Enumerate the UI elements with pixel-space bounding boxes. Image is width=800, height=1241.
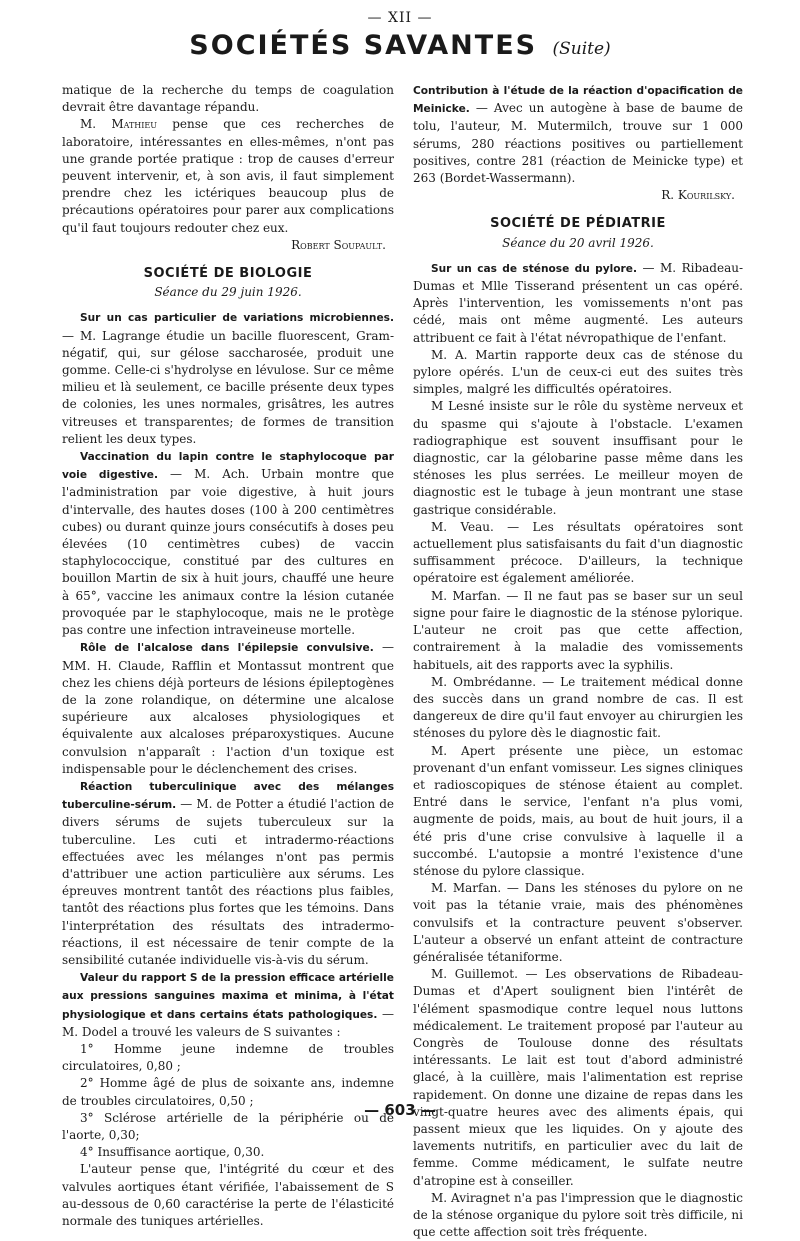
right-column <box>413 82 743 1241</box>
section-title-pediatrie: SOCIÉTÉ DE PÉDIATRIE <box>490 216 666 232</box>
article-paragraph <box>62 639 394 778</box>
article-title: Contribution à l'étude de la réaction d'opacification de Meinicke. <box>413 85 743 116</box>
discussion-paragraph: M. Veau. — Les résultats opératoires sont actuellement plus satisfaisants du fait d'un diagnostic suffisamment précoce. D'ailleurs, la technique opératoire est également améliorée. <box>413 519 743 586</box>
signature: Robert Soupault. <box>291 237 386 252</box>
discussion-paragraph: M. Marfan. — Dans les sténoses du pylore on ne voit pas la tétanie vraie, mais des phénomènes convulsifs et la contracture peuvent s'observer. L'auteur a observé un enfant atteint de contracture généralisée tétaniforme. <box>413 881 743 964</box>
left-column <box>62 82 394 1230</box>
page-title <box>0 30 800 61</box>
article-text: — M. Dodel a trouvé les valeurs de S suivantes : <box>62 1006 394 1039</box>
article-text: — M. Ach. Urbain montre que l'administration par voie digestive, à huit jours d'intervalle, des hautes doses (100 à 200 centimètres cubes) ou durant quinze jours consécutifs à doses peu élevées (10 centimètres cubes) de vaccin staphylococcique, constitué par des cultures en bouillon Martin de six à huit jours, chauffé une heure à 65°, vaccine les animaux contre la lésion cutanée provoquée par le staphylocoque, mais ne le protège pas contre une infection intraveineuse mortelle. <box>62 467 394 638</box>
article-paragraph <box>413 260 743 347</box>
discussion-paragraph: M. Guillemot. — Les observations de Ribadeau-Dumas et d'Apert soulignent bien l'intérêt de l'élément spasmodique contre lequel nous luttons médicalement. Le traitement proposé par l'auteur au Congrès de Toulouse donne des résultats intéressants. Le lait est tout d'abord administré glacé, à la cuillère, mais l'alimentation est reprise rapidement. On donne une dizaine de repas dans les vingt-quatre heures avec des aliments épais, qui passent mieux que les liquides. On y ajoute des lavements nutritifs, en particulier avec du lait de femme. Comme médicament, le sulfate neutre d'atropine est à conseiller. <box>413 967 743 1188</box>
list-item: 4° Insuffisance aortique, 0,30. <box>80 1145 265 1160</box>
list-item: 1° Homme jeune indemne de troubles circulatoires, 0,80 ; <box>62 1041 394 1074</box>
article-text: — MM. H. Claude, Rafflin et Montassut montrent que chez les chiens déjà porteurs de lésions épileptogènes de la zone rolandique, on détermine une alcalose supérieure aux alcaloses physiologiques et équivalente aux alcaloses préparoxystiques. Aucune convulsion n'apparaît : l'action d'un toxique est indispensable pour le déclenchement des crises. <box>62 640 394 776</box>
article-paragraph <box>62 309 394 448</box>
discussion-paragraph: M. Apert présente une pièce, un estomac provenant d'un enfant vomisseur. Les signes cliniques et radioscopiques de sténose étaient au complet. Entré dans le service, l'enfant n'a plus vomi, augmente de poids, mais, au bout de huit jours, il a été pris d'une crise convulsive à laquelle il a succombé. L'autopsie a montré l'existence d'une sténose du pylore classique. <box>413 743 743 878</box>
article-paragraph <box>413 82 743 204</box>
article-text: — Avec un autogène à base de baume de tolu, l'auteur, M. Mutermilch, trouve sur 1 000 sérums, 280 réactions positives ou partiellement positives, contre 281 (réaction de Meinicke type) et 263 (Bordet-Wassermann). <box>413 101 743 186</box>
article-title: Sur un cas de sténose du pylore. <box>431 262 637 275</box>
article-text: — M. Ribadeau-Dumas et Mlle Tisserand présentent un cas opéré. Après l'intervention, les vomissements n'ont pas cédé, mais ont même augmenté. Les auteurs attribuent ce fait à l'état névropathique de l'enfant. <box>413 260 744 345</box>
continuation-paragraph: matique de la recherche du temps de coagulation devrait être davantage répandu. <box>62 83 394 115</box>
title-suite: (Suite) <box>552 39 611 59</box>
section-title-biologie: SOCIÉTÉ DE BIOLOGIE <box>143 266 313 282</box>
discussion-paragraph: M. Marfan. — Il ne faut pas se baser sur un seul signe pour faire le diagnostic de la sténose pylorique. L'auteur ne croit pas que cette affection, contrairement à la maladie des vomissements habituels, ait des rapports avec la syphilis. <box>413 588 743 672</box>
article-text: — M. Lagrange étudie un bacille fluorescent, Gram-négatif, qui, sur gélose saccharosée, produit une gomme. Celle-ci s'hydrolyse en lévulose. Sur ce même milieu et là seulement, ce bacille présente deux types de colonies, les unes normales, grisâtres, les autres vitreuses et transparentes; de formes de transition relient les deux types. <box>62 328 394 446</box>
paragraph-text: pense que ces recherches de laboratoire, intéressantes en elles-mêmes, n'ont pas une grande portée pratique : trop de causes d'erreur peuvent intervenir, et, à son avis, il faut simplement prendre chez les ictériques beaucoup plus de précautions opératoires pour parer aux complications qu'il faut toujours redouter chez eux. <box>62 117 394 235</box>
article-conclusion: L'auteur pense que, l'intégrité du cœur et des valvules aortiques étant vérifiée, l'abaissement de S au-dessous de 0,60 caractérise la perte de l'élasticité normale des tuniques artérielles. <box>62 1162 394 1228</box>
article-paragraph <box>62 448 394 639</box>
discussion-paragraph: M. A. Martin rapporte deux cas de sténose du pylore opérés. L'un de ceux-ci eut des suites très simples, malgré les difficultés opératoires. <box>413 347 743 397</box>
article-title: Réaction tuberculinique avec des mélanges tuberculine-sérum. <box>62 780 394 812</box>
article-title: Rôle de l'alcalose dans l'épilepsie convulsive. <box>80 642 374 655</box>
mathieu-paragraph <box>62 116 394 254</box>
list-item: 3° Sclérose artérielle de la périphérie ou de l'aorte, 0,30; <box>62 1110 394 1142</box>
discussion-paragraph: M Lesné insiste sur le rôle du système nerveux et du spasme qui s'ajoute à l'obstacle. L'examen radiographique est souvent insuffisant pour le diagnostic, car la gélobarine passe même dans les sténoses les plus serrées. Le meilleur moyen de diagnostic est le tubage à jeun montrant une stase gastrique considérable. <box>413 399 743 517</box>
seance-date: Séance du 20 avril 1926. <box>502 235 654 250</box>
seance-date: Séance du 29 juin 1926. <box>154 285 302 300</box>
article-paragraph <box>62 778 394 969</box>
page-number: — 603 — <box>364 1101 436 1119</box>
article-title: Sur un cas particulier de variations microbiennes. <box>80 312 394 325</box>
article-title: Valeur du rapport S de la pression efficace artérielle aux pressions sanguines maxima et minima, à l'état physiologique et dans certains états pathologiques. <box>62 972 394 1021</box>
article-text: — M. de Potter a étudié l'action de divers sérums de sujets tuberculeux sur la tuberculine. Les cuti et intradermo-réactions effectuées avec les mélanges n'ont pas permis d'attribuer une action particulière aux sérums. Les épreuves montrent tantôt des réactions plus faibles, tantôt des réactions plus fortes que les témoins. Dans l'interprétation des résultats des intradermo-réactions, il est nécessaire de tenir compte de la sensibilité cutanée individuelle vis-à-vis du sérum. <box>62 797 394 967</box>
title-text: SOCIÉTÉS SAVANTES <box>189 30 538 61</box>
page-roman-number: — XII — <box>367 10 433 26</box>
article-title: Vaccination du lapin contre le staphylocoque par voie digestive. <box>62 451 394 482</box>
list-item: 2° Homme âgé de plus de soixante ans, indemne de troubles circulatoires, 0,50 ; <box>62 1076 394 1108</box>
author-name: M. Mathieu <box>80 117 158 132</box>
discussion-paragraph: M. Aviragnet n'a pas l'impression que le diagnostic de la sténose organique du pylore soit très difficile, ni que cette affection soit très fréquente. <box>413 1190 743 1240</box>
discussion-paragraph: M. Ombrédanne. — Le traitement médical donne des succès dans un grand nombre de cas. Il est dangereux de dire qu'il faut envoyer au chirurgien les sténoses du pylore dès le diagnostic fait. <box>413 674 743 741</box>
article-paragraph <box>62 969 394 1041</box>
signature: R. Kourilsky. <box>661 188 735 203</box>
